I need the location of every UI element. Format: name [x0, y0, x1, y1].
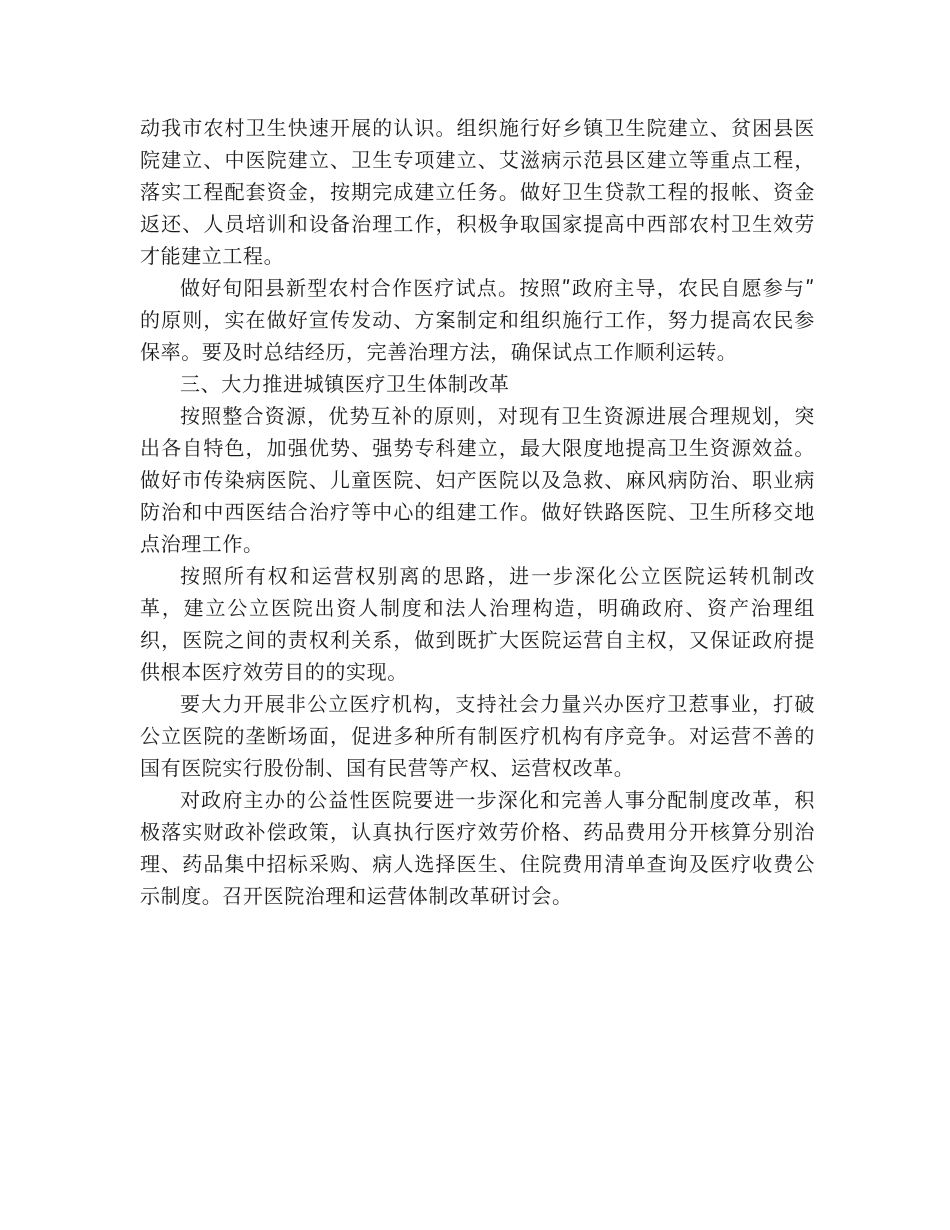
- paragraph-resource-integration: 按照整合资源，优势互补的原则，对现有卫生资源进展合理规划，突出各自特色，加强优势、强势专科建立，最大限度地提高卫生资源效益。做好市传染病医院、儿童医院、妇产医院以及急救、麻风病防治、职业病防治和中西医结合治疗等中心的组建工作。做好铁路医院、卫生所移交地点治理工作。: [140, 404, 815, 556]
- paragraph-cooperative-medical-pilot: 做好旬阳县新型农村合作医疗试点。按照ʺ政府主导，农民自愿参与ʺ的原则，实在做好宣传发动、方案制定和组织施行工作，努力提高农民参保率。要及时总结经历，完善治理方法，确保试点工作顺利运转。: [140, 276, 815, 364]
- section-heading: 三、大力推进城镇医疗卫生体制改革: [180, 372, 510, 396]
- paragraph-public-welfare-hospitals: 对政府主办的公益性医院要进一步深化和完善人事分配制度改革，积极落实财政补偿政策，认真执行医疗效劳价格、药品费用分开核算分别治理、药品集中招标采购、病人选择医生、住院费用清单查询及医疗收费公示制度。召开医院治理和运营体制改革研讨会。: [140, 788, 815, 908]
- document-body: [140, 112, 815, 912]
- paragraph-ownership-reform: 按照所有权和运营权别离的思路，进一步深化公立医院运转机制改革，建立公立医院出资人制度和法人治理构造，明确政府、资产治理组织，医院之间的责权利关系，做到既扩大医院运营自主权，又保证政府提供根本医疗效劳目的的实现。: [140, 564, 815, 684]
- paragraph-non-public-institutions: 要大力开展非公立医疗机构，支持社会力量兴办医疗卫惹事业，打破公立医院的垄断场面，促进多种所有制医疗机构有序竞争。对运营不善的国有医院实行股份制、国有民营等产权、运营权改革。: [140, 692, 815, 780]
- paragraph-continuation: 动我市农村卫生快速开展的认识。组织施行好乡镇卫生院建立、贫困县医院建立、中医院建立、卫生专项建立、艾滋病示范县区建立等重点工程，落实工程配套资金，按期完成建立任务。做好卫生贷款工程的报帐、资金返还、人员培训和设备治理工作，积极争取国家提高中西部农村卫生效劳才能建立工程。: [140, 116, 815, 268]
